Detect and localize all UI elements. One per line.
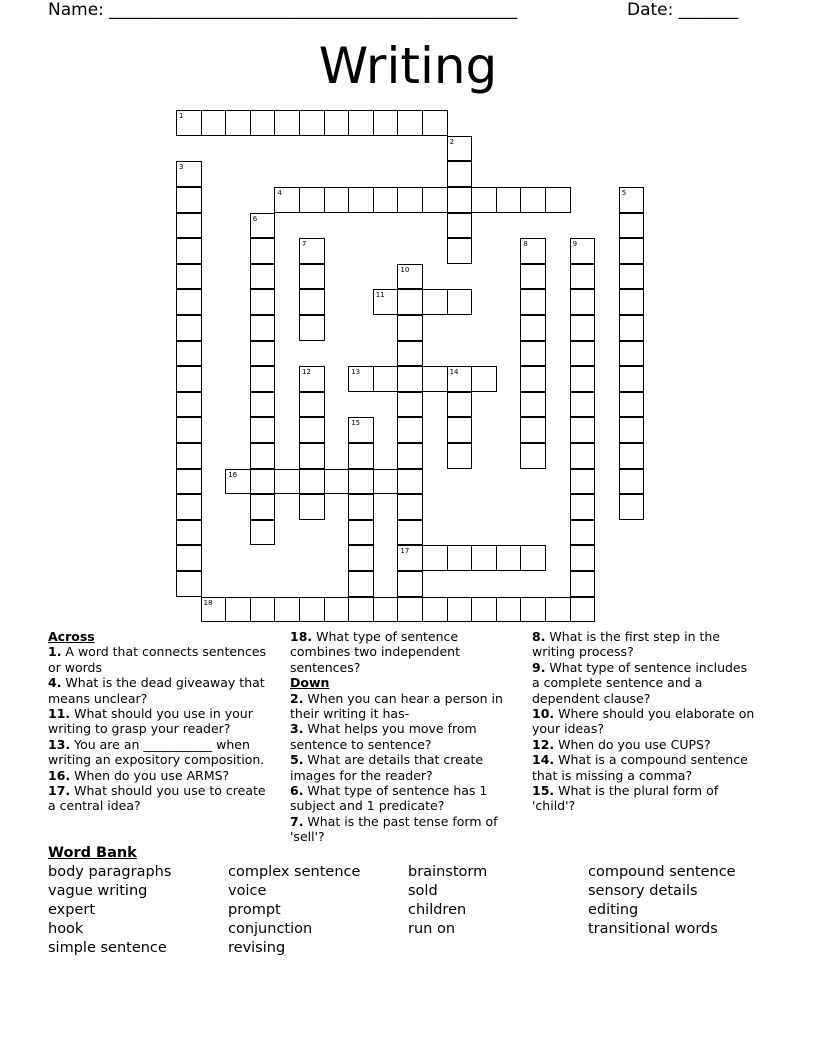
grid-cell[interactable]: [373, 289, 399, 315]
grid-cell[interactable]: [250, 315, 276, 341]
grid-cell[interactable]: [274, 110, 300, 136]
grid-cell[interactable]: [570, 443, 596, 469]
clue-text: What helps you move from sentence to sentence?: [290, 721, 477, 752]
word-bank-item: children: [408, 902, 467, 918]
grid-cell[interactable]: [397, 494, 423, 520]
grid-cell[interactable]: [299, 392, 325, 418]
grid-cell[interactable]: [299, 597, 325, 623]
clue-item: [532, 737, 757, 752]
clue-text: What type of sentence has 1 subject and 1 predicate?: [290, 783, 488, 814]
grid-cell[interactable]: [570, 545, 596, 571]
grid-cell[interactable]: [447, 392, 473, 418]
grid-cell[interactable]: [496, 545, 522, 571]
grid-cell[interactable]: [348, 469, 374, 495]
grid-cell[interactable]: [520, 187, 546, 213]
clue-text: Where should you elaborate on your ideas?: [532, 706, 755, 737]
grid-cell[interactable]: [397, 443, 423, 469]
name-field-label: Name: ________________________________________________: [48, 0, 518, 20]
cell-number: 1: [179, 112, 184, 121]
clue-text: What type of sentence combines two independent sentences?: [290, 629, 460, 675]
clue-item: [290, 752, 522, 783]
grid-cell[interactable]: [447, 417, 473, 443]
cell-number: 3: [179, 163, 184, 172]
grid-cell[interactable]: [176, 417, 202, 443]
grid-cell[interactable]: [176, 443, 202, 469]
clue-text: What are details that create images for the reader?: [290, 752, 484, 783]
grid-cell[interactable]: [570, 597, 596, 623]
clue-text: You are an ___________ when writing an expository composition.: [48, 736, 265, 768]
grid-cell[interactable]: [373, 469, 399, 495]
word-bank-item: complex sentence: [228, 864, 361, 880]
grid-cell[interactable]: [250, 264, 276, 290]
grid-cell[interactable]: [348, 520, 374, 546]
word-bank-item: prompt: [228, 902, 281, 918]
grid-cell[interactable]: [471, 597, 497, 623]
clue-text: When do you use ARMS?: [70, 767, 230, 783]
clue-item: [290, 814, 522, 845]
grid-cell[interactable]: [619, 264, 645, 290]
cell-number: 13: [351, 368, 361, 377]
grid-cell[interactable]: [422, 597, 448, 623]
grid-cell[interactable]: [299, 315, 325, 341]
grid-cell[interactable]: [299, 110, 325, 136]
grid-cell[interactable]: [225, 110, 251, 136]
clue-item: [48, 783, 276, 814]
clue-item: [290, 783, 522, 814]
cell-number: 18: [203, 598, 213, 607]
grid-cell[interactable]: [201, 597, 227, 623]
grid-cell[interactable]: [250, 238, 276, 264]
grid-cell[interactable]: [397, 187, 423, 213]
grid-cell[interactable]: [274, 597, 300, 623]
page-title: Writing: [318, 37, 498, 95]
clue-item: [290, 629, 522, 675]
grid-cell[interactable]: [348, 187, 374, 213]
cell-number: 12: [302, 368, 311, 377]
word-bank-item: brainstorm: [408, 864, 488, 880]
clue-number: 1.: [48, 644, 62, 660]
grid-cell[interactable]: [619, 443, 645, 469]
clue-number: 3.: [290, 721, 304, 737]
cell-number: 9: [572, 240, 578, 249]
cell-number: 10: [400, 265, 410, 274]
grid-cell[interactable]: [299, 366, 325, 392]
grid-cell[interactable]: [619, 366, 645, 392]
grid-cell[interactable]: [176, 289, 202, 315]
grid-cell[interactable]: [447, 545, 473, 571]
grid-cell[interactable]: [520, 289, 546, 315]
clue-item: [532, 752, 757, 783]
clue-text: What is the plural form of 'child'?: [532, 783, 719, 814]
grid-cell[interactable]: [250, 392, 276, 418]
grid-cell[interactable]: [471, 366, 497, 392]
grid-cell[interactable]: [619, 238, 645, 264]
grid-cell[interactable]: [324, 469, 350, 495]
clue-number: 11.: [48, 706, 71, 722]
word-bank-item: editing: [588, 902, 639, 918]
grid-cell[interactable]: [570, 494, 596, 520]
grid-cell[interactable]: [520, 443, 546, 469]
grid-cell[interactable]: [619, 315, 645, 341]
grid-cell[interactable]: [176, 469, 202, 495]
word-bank-item: sold: [408, 883, 438, 899]
grid-cell[interactable]: [373, 187, 399, 213]
clue-number: 9.: [532, 659, 546, 675]
grid-cell[interactable]: [324, 597, 350, 623]
grid-cell[interactable]: [520, 341, 546, 367]
grid-cell[interactable]: [250, 520, 276, 546]
grid-cell[interactable]: [250, 341, 276, 367]
grid-cell[interactable]: [520, 597, 546, 623]
clue-text: What is the first step in the writing process?: [532, 629, 720, 660]
grid-cell[interactable]: [299, 264, 325, 290]
grid-cell[interactable]: [570, 571, 596, 597]
grid-cell[interactable]: [250, 417, 276, 443]
grid-cell[interactable]: [397, 366, 423, 392]
clue-text: What is the dead giveaway that means unclear?: [48, 675, 265, 706]
grid-cell[interactable]: [619, 469, 645, 495]
grid-cell[interactable]: [348, 110, 374, 136]
grid-cell[interactable]: [447, 366, 473, 392]
word-bank-item: transitional words: [588, 921, 718, 937]
grid-cell[interactable]: [299, 289, 325, 315]
clue-number: 16.: [48, 767, 71, 783]
grid-cell[interactable]: [348, 597, 374, 623]
grid-cell[interactable]: [545, 597, 571, 623]
grid-cell[interactable]: [496, 597, 522, 623]
grid-cell[interactable]: [397, 289, 423, 315]
grid-cell[interactable]: [373, 597, 399, 623]
grid-cell[interactable]: [274, 187, 300, 213]
grid-cell[interactable]: [520, 366, 546, 392]
grid-cell[interactable]: [274, 469, 300, 495]
grid-cell[interactable]: [619, 289, 645, 315]
grid-cell[interactable]: [176, 494, 202, 520]
clue-item: [48, 768, 276, 783]
grid-cell[interactable]: [324, 187, 350, 213]
clue-item: [48, 644, 276, 675]
grid-cell[interactable]: [447, 443, 473, 469]
grid-cell[interactable]: [471, 187, 497, 213]
cell-number: 15: [351, 419, 361, 428]
grid-cell[interactable]: [422, 187, 448, 213]
clue-text: What is the past tense form of 'sell'?: [290, 813, 498, 845]
grid-cell[interactable]: [570, 289, 596, 315]
grid-cell[interactable]: [545, 187, 571, 213]
cell-number: 8: [523, 240, 528, 249]
grid-cell[interactable]: [176, 520, 202, 546]
clues-column-2: [290, 629, 522, 845]
grid-cell[interactable]: [397, 417, 423, 443]
grid-cell[interactable]: [299, 494, 325, 520]
grid-cell[interactable]: [348, 443, 374, 469]
cell-number: 14: [449, 368, 459, 377]
grid-cell[interactable]: [348, 494, 374, 520]
clue-item: [532, 629, 757, 660]
grid-cell[interactable]: [520, 238, 546, 264]
clue-number: 13.: [48, 736, 71, 752]
grid-cell[interactable]: [176, 110, 202, 136]
grid-cell[interactable]: [176, 213, 202, 239]
clue-number: 17.: [48, 783, 71, 799]
grid-cell[interactable]: [176, 238, 202, 264]
grid-cell[interactable]: [176, 341, 202, 367]
clue-item: [532, 783, 757, 814]
word-bank-item: expert: [48, 902, 96, 918]
word-bank-item: body paragraphs: [48, 864, 172, 880]
grid-cell[interactable]: [299, 417, 325, 443]
clue-item: [48, 675, 276, 706]
cell-number: 5: [621, 189, 627, 197]
word-bank-item: conjunction: [228, 921, 313, 937]
clue-text: When you can hear a person in their writing it has-: [290, 690, 503, 722]
down-clues-column-3: [532, 629, 757, 814]
grid-cell[interactable]: [447, 238, 473, 264]
clue-item: [48, 737, 276, 768]
grid-cell[interactable]: [570, 238, 596, 264]
word-bank-item: simple sentence: [48, 940, 167, 956]
cell-number: 17: [400, 547, 410, 556]
grid-cell[interactable]: [299, 187, 325, 213]
cell-number: 16: [228, 470, 238, 479]
grid-cell[interactable]: [397, 571, 423, 597]
grid-cell[interactable]: [619, 392, 645, 418]
grid-cell[interactable]: [570, 417, 596, 443]
grid-cell[interactable]: [176, 366, 202, 392]
grid-cell[interactable]: [201, 110, 227, 136]
grid-cell[interactable]: [250, 110, 276, 136]
clue-number: 18.: [290, 629, 313, 644]
grid-cell[interactable]: [447, 597, 473, 623]
grid-cell[interactable]: [570, 366, 596, 392]
word-bank-item: sensory details: [588, 883, 698, 899]
clue-number: 14.: [532, 752, 555, 768]
grid-cell[interactable]: [447, 289, 473, 315]
grid-cell[interactable]: [619, 417, 645, 443]
grid-cell[interactable]: [250, 597, 276, 623]
grid-cell[interactable]: [397, 469, 423, 495]
grid-cell[interactable]: [348, 545, 374, 571]
clue-number: 6.: [290, 783, 304, 799]
grid-cell[interactable]: [397, 392, 423, 418]
grid-cell[interactable]: [397, 315, 423, 341]
grid-cell[interactable]: [250, 213, 276, 239]
grid-cell[interactable]: [397, 341, 423, 367]
word-bank-item: voice: [228, 883, 267, 899]
date-field-label: Date: _______: [627, 0, 739, 20]
clue-item: [532, 706, 757, 737]
across-heading: Across: [48, 629, 95, 644]
clue-number: 15.: [532, 783, 555, 799]
grid-cell[interactable]: [324, 110, 350, 136]
clue-item: [290, 691, 522, 722]
cell-number: 4: [277, 189, 282, 197]
grid-cell[interactable]: [176, 315, 202, 341]
clue-text: What type of sentence includes a complete sentence and a dependent clause?: [532, 659, 748, 706]
grid-cell[interactable]: [570, 264, 596, 290]
grid-cell[interactable]: [250, 366, 276, 392]
grid-cell[interactable]: [447, 136, 473, 162]
grid-cell[interactable]: [397, 545, 423, 571]
grid-cell[interactable]: [447, 213, 473, 239]
grid-cell[interactable]: [397, 597, 423, 623]
grid-cell[interactable]: [520, 315, 546, 341]
clue-text: What should you use in your writing to grasp your reader?: [48, 706, 253, 737]
grid-cell[interactable]: [619, 494, 645, 520]
grid-cell[interactable]: [397, 110, 423, 136]
grid-cell[interactable]: [570, 469, 596, 495]
grid-cell[interactable]: [348, 417, 374, 443]
grid-cell[interactable]: [520, 417, 546, 443]
grid-cell[interactable]: [176, 571, 202, 597]
clue-number: 4.: [48, 675, 62, 691]
across-clues-column-1: [48, 629, 276, 814]
grid-cell[interactable]: [299, 469, 325, 495]
grid-cell[interactable]: [619, 213, 645, 239]
cell-number: 2: [449, 137, 455, 146]
grid-cell[interactable]: [250, 443, 276, 469]
clue-text: What should you use to create a central idea?: [48, 783, 266, 814]
clue-number: 8.: [532, 629, 546, 644]
grid-cell[interactable]: [570, 392, 596, 418]
grid-cell[interactable]: [570, 341, 596, 367]
word-bank-item: vague writing: [48, 883, 148, 899]
grid-cell[interactable]: [496, 187, 522, 213]
grid-cell[interactable]: [250, 494, 276, 520]
down-heading: Down: [290, 675, 330, 691]
grid-cell[interactable]: [176, 264, 202, 290]
clue-text: What is a compound sentence that is missing a comma?: [532, 752, 748, 783]
grid-cell[interactable]: [348, 571, 374, 597]
word-bank-title: Word Bank: [48, 845, 137, 861]
grid-cell[interactable]: [176, 161, 202, 187]
grid-cell[interactable]: [373, 110, 399, 136]
grid-cell[interactable]: [520, 392, 546, 418]
grid-cell[interactable]: [250, 289, 276, 315]
grid-cell[interactable]: [397, 520, 423, 546]
word-bank-item: run on: [408, 921, 456, 937]
clue-number: 10.: [532, 706, 555, 722]
word-bank-item: revising: [228, 940, 286, 956]
cell-number: 6: [252, 214, 258, 223]
grid-cell[interactable]: [422, 366, 448, 392]
grid-cell[interactable]: [471, 545, 497, 571]
grid-cell[interactable]: [299, 443, 325, 469]
clue-number: 5.: [290, 752, 304, 768]
grid-cell[interactable]: [619, 187, 645, 213]
grid-cell[interactable]: [570, 315, 596, 341]
grid-cell[interactable]: [176, 392, 202, 418]
grid-cell[interactable]: [176, 545, 202, 571]
clue-item: [48, 706, 276, 737]
clue-number: 2.: [290, 690, 304, 706]
word-bank-item: compound sentence: [588, 864, 736, 880]
grid-cell[interactable]: [422, 545, 448, 571]
clue-number: 7.: [290, 813, 304, 829]
grid-cell[interactable]: [225, 469, 251, 495]
grid-cell[interactable]: [422, 110, 448, 136]
clue-text: When do you use CUPS?: [554, 736, 711, 752]
grid-cell[interactable]: [619, 341, 645, 367]
grid-cell[interactable]: [299, 238, 325, 264]
grid-cell[interactable]: [176, 187, 202, 213]
grid-cell[interactable]: [447, 161, 473, 187]
clue-text: A word that connects sentences or words: [48, 644, 267, 675]
grid-cell[interactable]: [447, 187, 473, 213]
clue-number: 12.: [532, 736, 555, 752]
cell-number: 11: [375, 291, 385, 300]
grid-cell[interactable]: [397, 264, 423, 290]
word-bank-item: hook: [48, 921, 84, 937]
grid-cell[interactable]: [570, 520, 596, 546]
grid-cell[interactable]: [373, 366, 399, 392]
grid-cell[interactable]: [520, 545, 546, 571]
grid-cell[interactable]: [225, 597, 251, 623]
grid-cell[interactable]: [348, 366, 374, 392]
grid-cell[interactable]: [520, 264, 546, 290]
cell-number: 7: [302, 240, 307, 249]
clue-item: [532, 660, 757, 706]
clue-item: [290, 721, 522, 752]
grid-cell[interactable]: [422, 289, 448, 315]
grid-cell[interactable]: [250, 469, 276, 495]
